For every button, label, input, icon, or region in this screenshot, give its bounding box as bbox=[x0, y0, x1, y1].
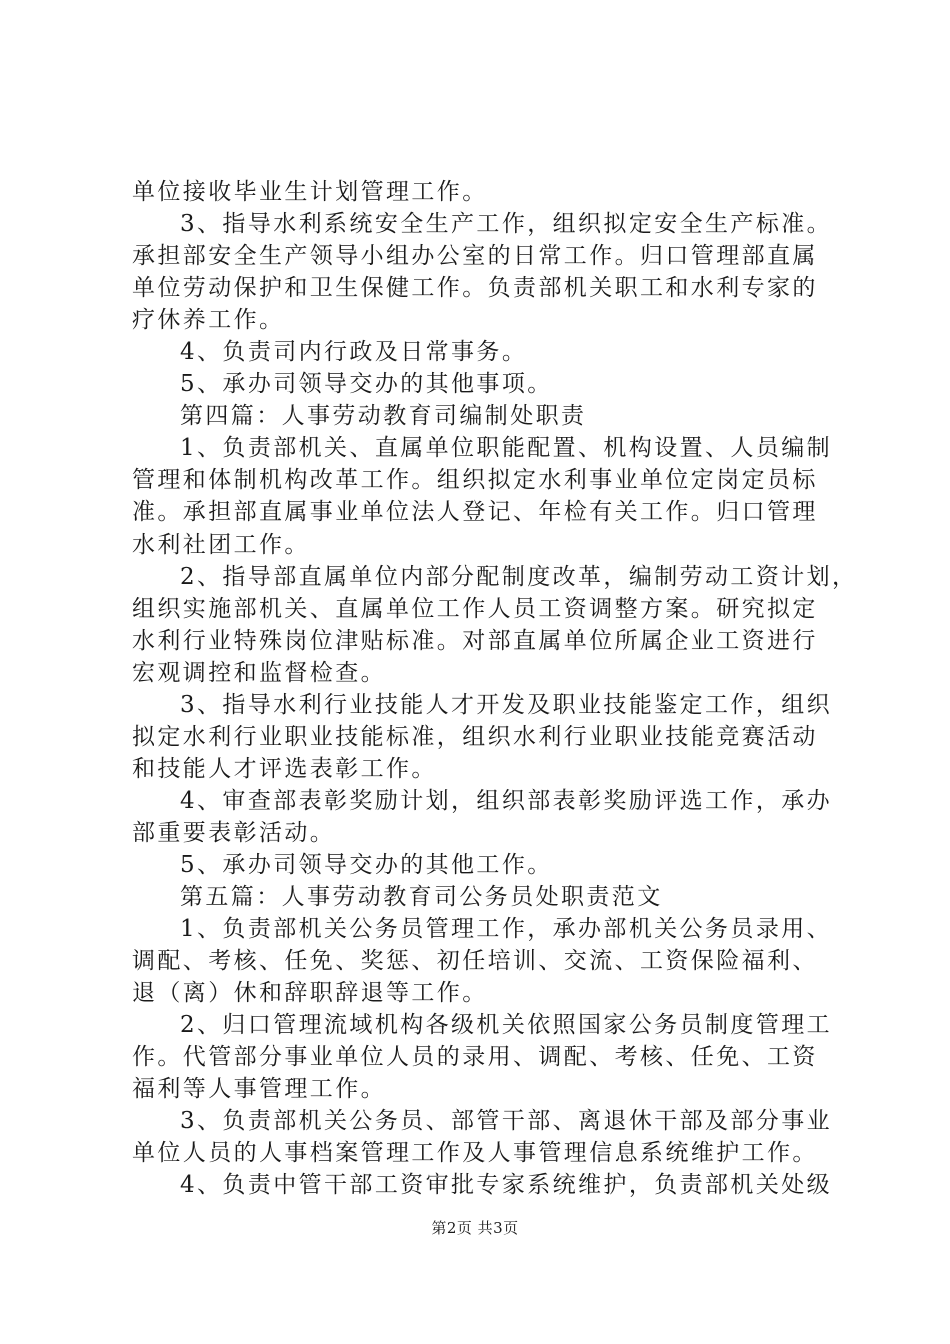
text-line: 作。代管部分事业单位人员的录用、调配、考核、任免、工资 bbox=[132, 1044, 818, 1071]
text-line: 福利等人事管理工作。 bbox=[132, 1076, 386, 1103]
text-line: 承担部安全生产领导小组办公室的日常工作。归口管理部直属 bbox=[132, 243, 818, 270]
text-line: 第五篇：人事劳动教育司公务员处职责范文 bbox=[180, 884, 663, 911]
text-line: 4、负责司内行政及日常事务。 bbox=[180, 339, 528, 366]
text-line: 准。承担部直属事业单位法人登记、年检有关工作。归口管理 bbox=[132, 499, 818, 526]
text-line: 5、承办司领导交办的其他事项。 bbox=[180, 371, 553, 398]
text-line: 2、归口管理流域机构各级机关依照国家公务员制度管理工 bbox=[180, 1012, 833, 1039]
text-line: 水利行业特殊岗位津贴标准。对部直属单位所属企业工资进行 bbox=[132, 627, 818, 654]
text-line: 5、承办司领导交办的其他工作。 bbox=[180, 851, 553, 878]
text-line: 3、指导水利行业技能人才开发及职业技能鉴定工作，组织 bbox=[180, 691, 833, 718]
text-line: 4、负责中管干部工资审批专家系统维护，负责部机关处级 bbox=[180, 1172, 833, 1199]
text-line: 3、负责部机关公务员、部管干部、离退休干部及部分事业 bbox=[180, 1108, 833, 1135]
text-line: 和技能人才评选表彰工作。 bbox=[132, 755, 437, 782]
text-line: 单位接收毕业生计划管理工作。 bbox=[132, 179, 488, 205]
text-line: 拟定水利行业职业技能标准，组织水利行业职业技能竞赛活动 bbox=[132, 723, 818, 750]
text-line: 3、指导水利系统安全生产工作，组织拟定安全生产标准。 bbox=[180, 211, 833, 238]
text-line: 管理和体制机构改革工作。组织拟定水利事业单位定岗定员标 bbox=[132, 467, 818, 494]
text-line: 疗休养工作。 bbox=[132, 307, 285, 334]
text-line: 组织实施部机关、直属单位工作人员工资调整方案。研究拟定 bbox=[132, 595, 818, 622]
text-line: 调配、考核、任免、奖惩、初任培训、交流、工资保险福利、 bbox=[132, 948, 818, 975]
text-line: 1、负责部机关、直属单位职能配置、机构设置、人员编制 bbox=[180, 435, 833, 462]
text-line: 4、审查部表彰奖励计划，组织部表彰奖励评选工作，承办 bbox=[180, 787, 833, 814]
text-line: 水利社团工作。 bbox=[132, 531, 310, 558]
text-line: 单位人员的人事档案管理工作及人事管理信息系统维护工作。 bbox=[132, 1140, 818, 1167]
text-line: 宏观调控和监督检查。 bbox=[132, 659, 386, 686]
page-footer: 第2页 共3页 bbox=[431, 1219, 519, 1237]
text-line: 单位劳动保护和卫生保健工作。负责部机关职工和水利专家的 bbox=[132, 275, 818, 302]
text-line: 1、负责部机关公务员管理工作，承办部机关公务员录用、 bbox=[180, 916, 833, 943]
text-line: 2、指导部直属单位内部分配制度改革，编制劳动工资计划， bbox=[180, 563, 858, 590]
document-body bbox=[132, 176, 858, 1202]
text-line: 部重要表彰活动。 bbox=[132, 819, 336, 846]
text-line: 第四篇：人事劳动教育司编制处职责 bbox=[180, 403, 587, 430]
text-line: 退（离）休和辞职辞退等工作。 bbox=[132, 980, 488, 1007]
